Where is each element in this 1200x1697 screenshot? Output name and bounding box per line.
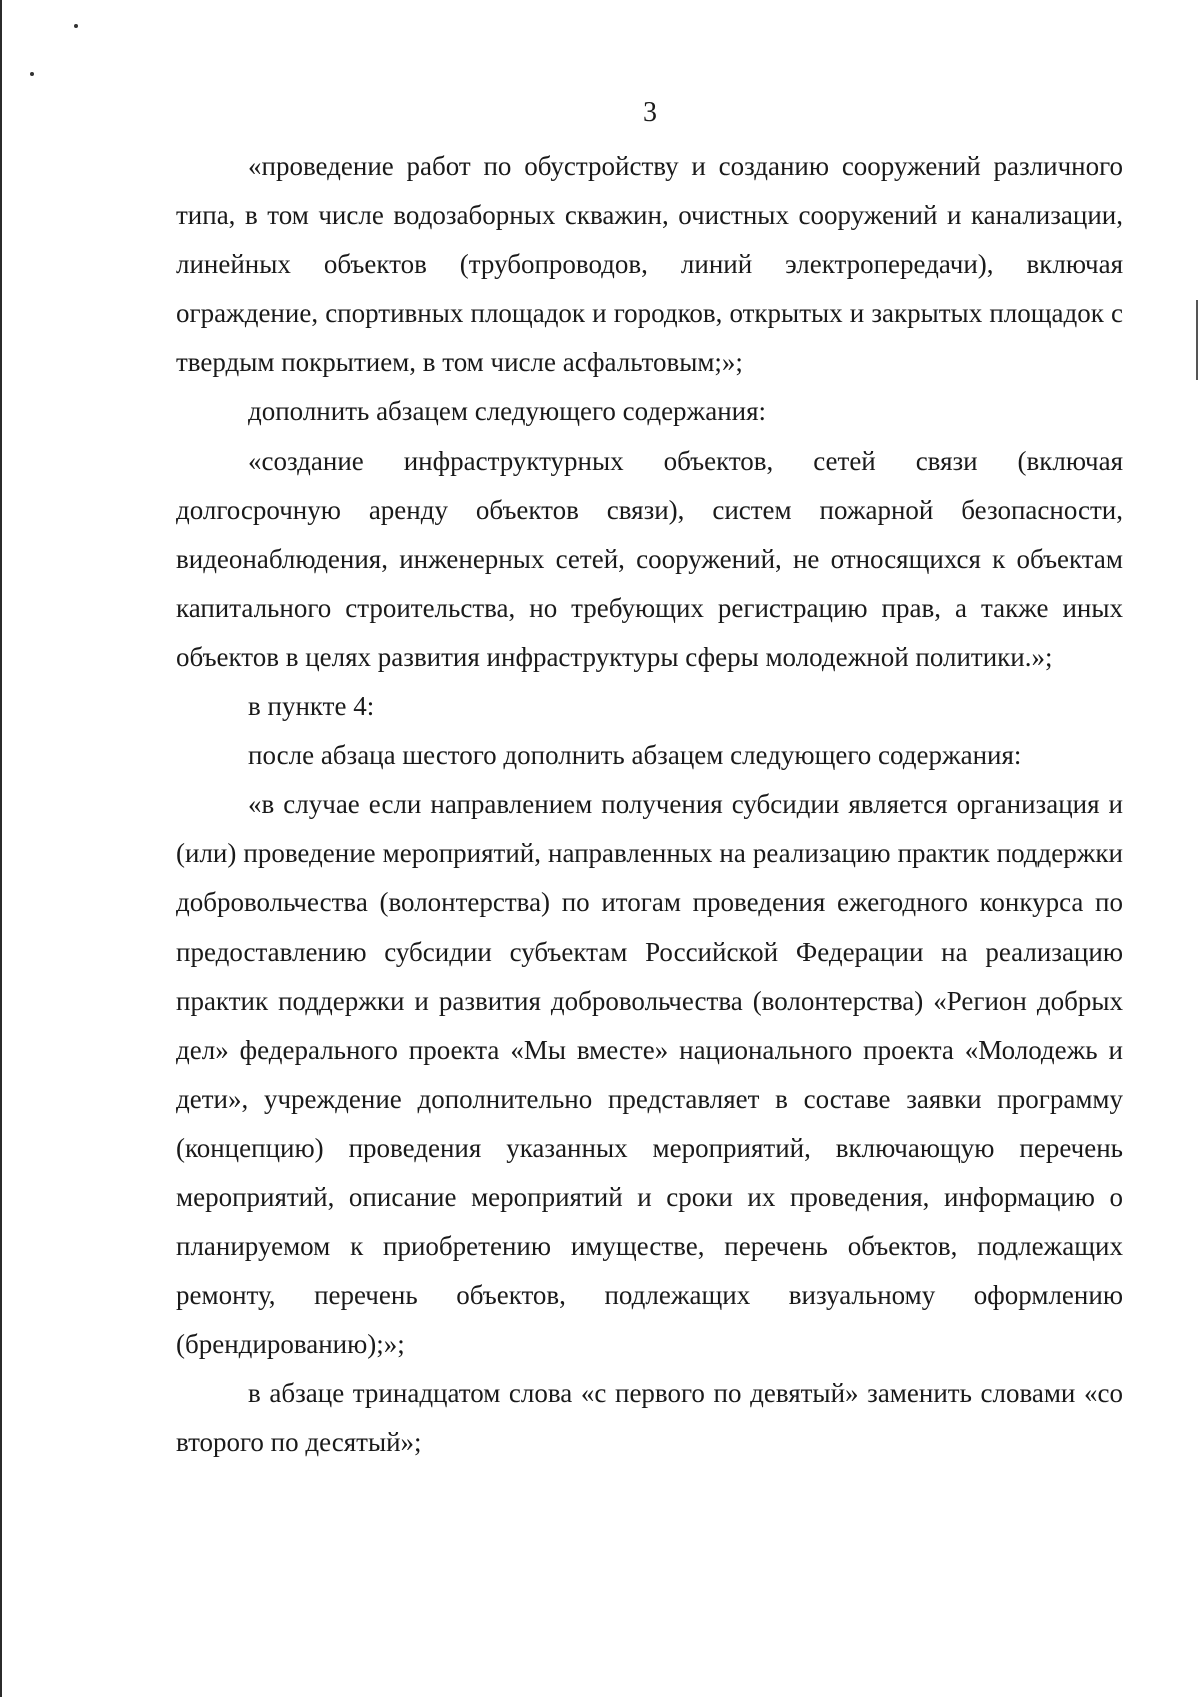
paragraph: «создание инфраструктурных объектов, сетей связи (включая долгосрочную аренду объектов связи), систем пожарной безопасности, видеонаблюдения, инженерных сетей, сооружений, не относящихся к объектам капитального строительства, но требующих регистрацию прав, а также иных объектов в целях развития инфраструктуры сферы молодежной политики.»; (176, 445, 1123, 672)
scan-speck (30, 72, 34, 76)
paragraph: в абзаце тринадцатом слова «с первого по девятый» заменить словами «со второго по десятый»; (176, 1378, 1123, 1458)
paragraph: «в случае если направлением получения субсидии является организация и (или) проведение мероприятий, направленных на реализацию практик поддержки добровольчества (волонтерства) по итогам проведения ежегодного конкурса по предоставлению субсидии субъектам Российской Федерации на реализацию практик поддержки и развития добровольчества (волонтерства) «Регион добрых дел» федерального проекта «Мы вместе» национального проекта «Молодежь и дети», учреждение дополнительно представляет в составе заявки программу (концепцию) проведения указанных мероприятий, включающую перечень мероприятий, описание мероприятий и сроки их проведения, информацию о планируемом к приобретению имуществе, перечень объектов, подлежащих ремонту, перечень объектов, подлежащих визуальному оформлению (брендированию);»; (176, 789, 1123, 1360)
scan-right-edge-mark (1196, 300, 1198, 380)
paragraph: «проведение работ по обустройству и созданию сооружений различного типа, в том числе водозаборных скважин, очистных сооружений и канализации, линейных объектов (трубопроводов, линий электропередачи), включая ограждение, спортивных площадок и городков, открытых и закрытых площадок с твердым покрытием, в том числе асфальтовым;»; (176, 151, 1123, 378)
document-body (176, 142, 1123, 1468)
paragraph: в пункте 4: (248, 691, 375, 722)
paragraph: после абзаца шестого дополнить абзацем следующего содержания: (248, 740, 1022, 771)
paragraph: дополнить абзацем следующего содержания: (248, 396, 767, 427)
page-number: 3 (643, 97, 657, 128)
scan-left-edge (0, 0, 2, 1697)
scan-speck (74, 24, 78, 28)
